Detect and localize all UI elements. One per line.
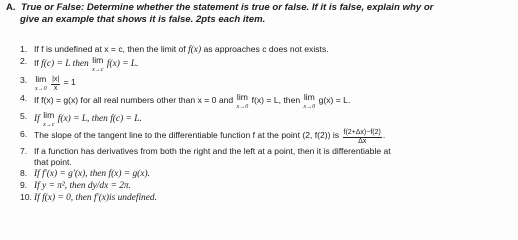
section-header bbox=[6, 2, 514, 26]
question-number: 9. bbox=[20, 180, 28, 190]
limit-expression bbox=[237, 93, 249, 111]
limit-expression bbox=[43, 111, 54, 129]
fraction-numerator: f(2+Δx)−f(2) bbox=[343, 129, 381, 136]
question-text: g(x) = L. bbox=[318, 95, 351, 105]
limit-expression bbox=[35, 75, 47, 93]
question-text: If bbox=[34, 58, 42, 68]
question-number: 2. bbox=[20, 56, 28, 66]
question-item-6 bbox=[20, 129, 514, 146]
header-line-2: give an example that shows it is false. 2pts each item. bbox=[20, 14, 266, 25]
question-math: f(x) bbox=[188, 45, 202, 55]
header-instruction: True or False: Determine whether the statement is true or false. If it is false, explain why or bbox=[20, 2, 434, 13]
limit-word: lim bbox=[92, 55, 104, 65]
question-number: 8. bbox=[20, 168, 28, 178]
question-item-8 bbox=[20, 168, 514, 180]
limit-subscript: x→0 bbox=[35, 86, 47, 92]
question-item-2 bbox=[20, 56, 514, 74]
question-number: 6. bbox=[20, 129, 28, 139]
question-math: If bbox=[34, 114, 43, 124]
question-math: If f(x) = 0, then f′(x)is undefined. bbox=[34, 193, 157, 203]
fraction bbox=[51, 76, 60, 93]
question-number: 3. bbox=[20, 75, 28, 85]
question-number: 10. bbox=[20, 192, 32, 202]
fraction bbox=[343, 129, 382, 146]
question-list bbox=[20, 44, 514, 204]
question-text: f(x) = L, then bbox=[251, 95, 303, 105]
limit-subscript: x→c bbox=[43, 122, 55, 128]
question-math: If f′(x) = g′(x), then f(x) = g(x). bbox=[34, 169, 150, 179]
question-text: . bbox=[382, 130, 386, 140]
question-item-7 bbox=[20, 146, 514, 168]
question-text: If f is undefined at x = c, then the limit of bbox=[34, 44, 189, 54]
question-number: 4. bbox=[20, 93, 28, 103]
question-item-3 bbox=[20, 75, 514, 93]
limit-subscript: x→0 bbox=[236, 104, 249, 110]
question-math: f(c) = L then bbox=[41, 59, 89, 69]
question-text: If f(x) = g(x) for all real numbers other than x = 0 and bbox=[34, 95, 236, 105]
question-text: If a function has derivatives from both the right and the left at a point, then it is differentiable at bbox=[34, 146, 391, 156]
limit-expression bbox=[92, 56, 103, 74]
limit-word: lim bbox=[303, 92, 315, 102]
question-item-4 bbox=[20, 93, 514, 111]
limit-subscript: x→c bbox=[92, 67, 104, 73]
fraction-numerator: |x| bbox=[52, 76, 60, 83]
header-line-1 bbox=[6, 2, 514, 14]
question-text: as approaches c does not exists. bbox=[201, 44, 329, 54]
question-number: 7. bbox=[20, 146, 28, 156]
question-math: If y = π², then dy/dx = 2π. bbox=[34, 181, 131, 191]
question-number: 5. bbox=[20, 111, 28, 121]
limit-expression bbox=[304, 93, 316, 111]
question-math: f(x) = L. bbox=[106, 59, 139, 69]
limit-word: lim bbox=[236, 92, 248, 102]
limit-word: lim bbox=[35, 74, 47, 84]
limit-word: lim bbox=[43, 110, 55, 120]
question-number: 1. bbox=[20, 44, 28, 54]
question-item-10 bbox=[20, 192, 514, 204]
question-text-continued: that point. bbox=[34, 157, 72, 167]
fraction-denominator: x bbox=[53, 85, 58, 92]
question-item-9 bbox=[20, 180, 514, 192]
question-item-5 bbox=[20, 111, 514, 129]
limit-subscript: x→0 bbox=[303, 104, 316, 110]
section-label: A. bbox=[6, 2, 16, 13]
question-text: = 1 bbox=[63, 77, 76, 87]
question-text: The slope of the tangent line to the differentiable function f at the point (2, f(2)) is bbox=[34, 130, 342, 140]
fraction-denominator: Δx bbox=[358, 138, 367, 145]
question-math: f(x) = L, then f(c) = L. bbox=[57, 114, 142, 124]
